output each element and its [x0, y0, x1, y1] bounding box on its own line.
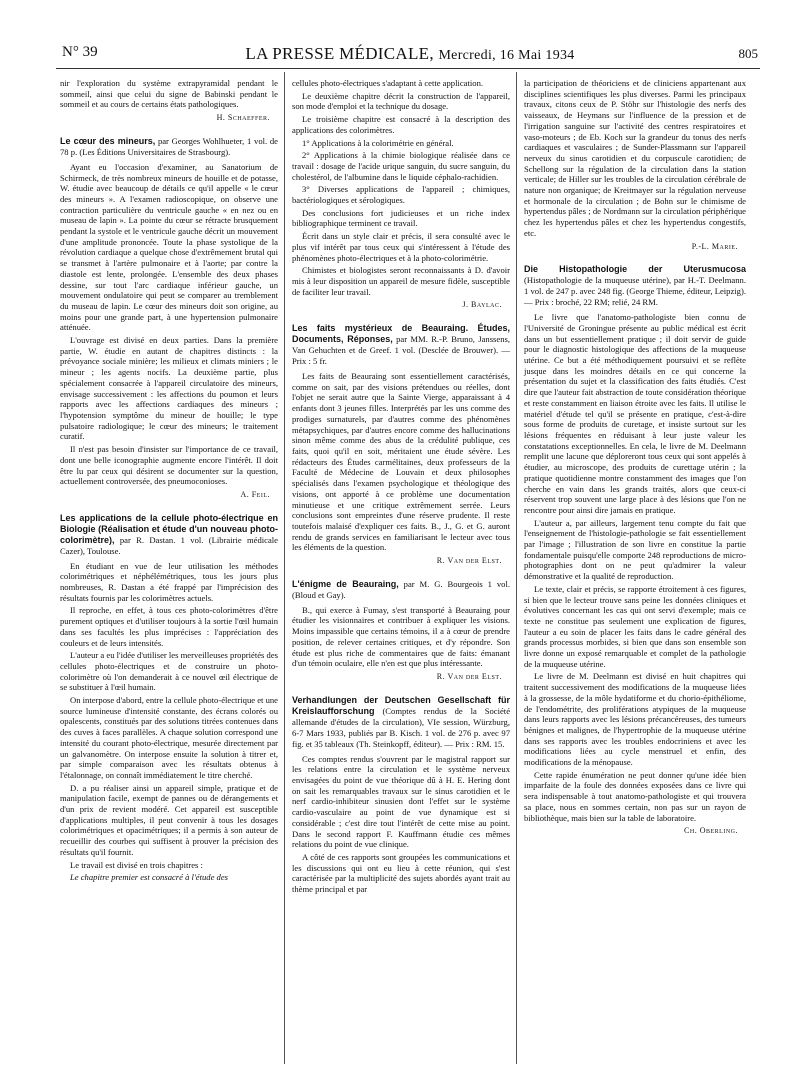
- page-header: [62, 44, 758, 70]
- review-verhandlungen: [292, 695, 510, 895]
- column-divider: [284, 72, 285, 1064]
- book-title: L'énigme de Beauraing,: [292, 578, 399, 589]
- review-paragraph: Ayant eu l'occasion d'examiner, au Sanatorium de Schirmeck, de très nombreux mineurs de houille et de potasse, W. étudie avec beaucoup de détails ce qu'il appelle « le cœur des mineurs ». A l'examen radioscopique, on observe une contraction particulière du ventricule gauche « en nez ou en museau de lapin ». La pointe du cœur se rétracte brusquement pendant la systole et le ventricule gauche décrit un mouvement d'une amplitude prononcée. Toute la phase systolique de la révolution cardiaque a quelque chose d'extrêmement brutal qui se transmet à l'artère pulmonaire et à l'aorte; par contre la diastole est lente, prolongée. L'ensemble des deux phases dessine, sur tout l'arc cardiaque inférieur gauche, un mouvement ondulatoire qui peut se comparer au tremblement du museau de lapin. Le cœur des mineurs doit son origine, au moins pour une grande part, à une hypertension pulmonaire atténuée.: [60, 161, 278, 333]
- review-signature: J. Baylac.: [462, 300, 502, 310]
- book-title: Le cœur des mineurs,: [60, 135, 156, 146]
- review-signature: R. Van der Elst.: [436, 671, 502, 681]
- review-histopathologie: [524, 264, 746, 837]
- book-meta: par Georges Wohlhueter, 1 vol. de 78 p. (Les Éditions Universitaires de Strasbourg).: [60, 135, 278, 157]
- review-enigme-beauraing: [292, 579, 510, 683]
- review-paragraph: Il reproche, en effet, à tous ces photo-colorimètres d'être purement optiques et d'utiliser toujours à la sortie l'œil humain dans ses facultés les plus imprécises : l'appréciation des couleurs et de leurs intensités.: [60, 605, 278, 648]
- review-heading: [524, 264, 746, 308]
- review-faits-beauraing: [292, 323, 510, 567]
- list-item: 2° Applications à la chimie biologique réalisée dans ce travail : dosage de l'acide urique sanguin, du sucre sanguin, du cholestérol, de l'albumine dans le liquide céphalo-rachidien.: [292, 150, 510, 182]
- column-left: [60, 78, 278, 891]
- review-paragraph: Des conclusions fort judicieuses et un riche index bibliographique terminent ce travail.: [292, 207, 510, 229]
- review-paragraph: Le texte, clair et précis, se rapporte étroitement à ces figures, si bien que le lecteur trouve sans peine les données cliniques et évolutives concernant les cas qui ont servi d'exemple; mais ce texte ne constitue pas seulement une explication de figures, l'auteur a eu soin de placer les faits dans le cadre général des grands processus morbides, si bien que dans son ensemble son livre donne un exposé remarquable et complet de la pathologie de la muqueuse utérine.: [524, 583, 746, 669]
- review-paragraph: On interpose d'abord, entre la cellule photo-électrique et une source lumineuse d'intensité constante, des écrans colorés ou opalescents, constitués par des solutions titrées contenues dans des cuves à faces parallèles. A chaque solution correspond une intensité du courant photo-électrique, mesurée directement par un galvanomètre. On interpose ensuite la solution à titrer et, par simple comparaison avec les résultats obtenus à l'étalonnage, on connaît immédiatement le titre cherché.: [60, 695, 278, 780]
- review-paragraph: Écrit dans un style clair et précis, il sera consulté avec le plus vif intérêt par tous ceux qui s'intéressent à l'étude des phénomènes photo-électriques et à la photo-colorimétrie.: [292, 231, 510, 263]
- review-paragraph: D. a pu réaliser ainsi un appareil simple, pratique et de manipulation facile, exempt de pannes ou de dérangements et d'un prix de revient modéré. Cet appareil est susceptible d'applications multiples, il peut convenir à tous les dosages colorimétriques et opacimétriques; il a permis à son auteur de recueillir des courbes qui suffisent à prouver la précision des résultats qu'il fournit.: [60, 782, 278, 857]
- book-meta: par MM. R.-P. Bruno, Janssens, Van Gehuchten et de Greef. 1 vol. (Desclée de Brouwer). — Prix : 5 fr.: [292, 334, 510, 367]
- continued-text: nir l'exploration du système extrapyramidal pendant le sommeil, ainsi que celui du signe de Babinski pendant le sommeil et au cours de certains états pathologiques.: [60, 78, 278, 110]
- review-signature: P.-L. Marie.: [691, 241, 738, 251]
- continued-text: la participation de théoriciens et de cliniciens appartenant aux disciplines scientifiques les plus diverses. Parmi les principaux travaux, citons ceux de P. Stöhr sur l'histologie des nerfs des vaisseaux, de Heymans sur l'influence de la pression et de l'irrigation sanguine sur l'activité des centres respiratoires et vaso-moteurs ; de Eb. Koch sur la grandeur du tonus des nerfs cardiaques et vasculaires ; de Sunder-Plassmann sur l'appareil nerveux du sinus carotidien et du corpuscule carotidien; de Schellong sur la régulation de la circulation dans la station verticale; de Hiller sur les troubles de la circulation cérébrale de nature non organique; de Kreitmayer sur la régulation nerveuse et hormonale de la circulation ; de Bohn sur le chimisme de hypertendus pâles ; de Nordmann sur la circulation périphérique chez les hypertendus pâles et chez les hypertendus congestifs, etc.: [524, 78, 746, 238]
- issue-number: N° 39: [62, 44, 98, 60]
- review-paragraph: Le livre de M. Deelmann est divisé en huit chapitres qui traitent successivement des modifications de la muqueuse liées à la grossesse, de la môle hydatiforme et du chorio-épithéliome, de l'endométrite, des proliférations atypiques de la muqueuse dans leurs rapports avec les lésions précancéreuses, des tumeurs bénignes et malignes, de l'hypertrophie de la muqueuse utérine dans ses rapports avec les troubles endocriniens et avec les modifications liées au cycle menstruel et enfin, des modifications de la ménopause.: [524, 671, 746, 768]
- review-heading: [292, 579, 510, 601]
- review-paragraph: Le travail est divisé en trois chapitres :: [70, 859, 203, 870]
- book-meta: (Histopathologie de la muqueuse utérine), par H.-T. Deelmann. 1 vol. de 247 p. avec 248 fig. (George Thieme, éditeur, Leipzig). — Prix : broché, 22 RM; relié, 24 RM.: [524, 275, 746, 308]
- review-heading: [60, 136, 278, 158]
- list-item: 1° Applications à la colorimétrie en général.: [302, 137, 454, 148]
- book-title: Les applications de la cellule photo-électrique en Biologie (Réalisation et étude d'un nouveau photo-colorimètre),: [60, 512, 278, 545]
- review-coeur-mineurs: [60, 136, 278, 501]
- review-paragraph: L'auteur a eu l'idée d'utiliser les merveilleuses propriétés des cellules photo-électriques et de construire un photo-colorimètre où l'on demanderait à ce nouvel œil électrique de se substituer à l'œil humain.: [60, 650, 278, 693]
- book-meta: (Comptes rendus de la Société allemande d'études de la circulation), VIe session, Würzburg, 6-7 Mars 1933, publiés par B. Kisch. 1 vol. de 276 p. avec 97 fig. et 35 tableaux (Th. Steinkopff, éditeur). — Prix : RM. 15.: [292, 705, 511, 749]
- journal-title-line: [62, 44, 758, 64]
- review-paragraph: A côté de ces rapports sont groupées les communications et les discussions qui ont eu lieu à cette réunion, qui s'est caractérisée par la multiplicité des sujets abordés ayant trait au thème principal et par: [292, 851, 510, 895]
- review-paragraph: Cette rapide énumération ne peut donner qu'une idée bien imparfaite de la foule des données exposées dans ce livre qui sera indispensable à tout anatomo-pathologiste et qui trouvera sa place, nous en sommes certain, non pas sur un rayon de bibliothèque, mais bien sur la table de laboratoire.: [524, 769, 746, 823]
- review-paragraph: En étudiant en vue de leur utilisation les méthodes colorimétriques et néphélémétriques, tous les jours plus nombreuses, R. Dastan a été frappé par l'imprécision des résultats fournis par les colorimètres actuels.: [60, 560, 278, 603]
- review-signature: A. Feil.: [240, 489, 270, 499]
- review-paragraph: Il n'est pas besoin d'insister sur l'importance de ce travail, dont une belle iconographie augmente encore l'intérêt. Il doit être lu par ceux qui désirent se documenter sur la question, actuellement controversée, des pneumoconioses.: [60, 444, 278, 487]
- review-paragraph: Le livre que l'anatomo-pathologiste bien connu de l'Université de Groningue présente au public médical est écrit dans un but essentiellement pratique ; il doit servir de guide pour le diagnostic histologique des affections de la muqueuse utérine. Ce but a été méthodiquement poursuivi et se reflète jusque dans les moindres détails en ce qui concerne la présentation du sujet et la classification des faits étudiés. C'est dire que l'auteur fait abstraction de toute considération théorique et reste constamment en liaison étroite avec les faits. Il utilise le matériel d'étude tel qu'il se présente en pratique, c'est-à-dire sous forme de produits de curetage, et insiste surtout sur les lésions fréquentes en réduisant à leur juste valeur les constatations exceptionnelles. En cela, le livre de M. Deelmann remplit une lacune que déploreront tous ceux qui sont appelés à étudier, au microscope, des produits de curettage utérin ; la pratique quotidienne montre constamment des images que l'on cherche en vain dans les grands traités, alors que ceux-ci réservent trop souvent une large place à des lésions que l'on ne rencontre pour ainsi dire jamais en pratique.: [524, 312, 746, 515]
- book-meta: par M. G. Bourgeois 1 vol. (Bloud et Gay).: [292, 578, 510, 600]
- book-meta: par R. Dastan. 1 vol. (Librairie médicale Cazer), Toulouse.: [60, 534, 278, 556]
- journal-title: LA PRESSE MÉDICALE,: [245, 44, 434, 63]
- review-paragraph: Ces comptes rendus s'ouvrent par le magistral rapport sur les relations entre la circulation et le système nerveux envisagées du point de vue théorique dû à H. E. Hering dont on sait les remarquables travaux sur le sinus carotidien et le nerf cardio-inhibiteur sinusien dont l'effet sur le système cardio-vasculaire au point de vue dynamique est si considérable ; c'est dire tout l'intérêt de cette mise au point. Dans le second rapport F. Kauffmann étudie ces mêmes relations du point de vue clinique.: [292, 753, 510, 850]
- review-paragraph: L'auteur a, par ailleurs, largement tenu compte du fait que l'enseignement de l'histologie-pathologie se fait essentiellement par l'image ; l'illustration de son livre en constitue la partie fondamentale puisqu'elle comporte 248 reproductions de micro-photographies dont on ne peut qu'admirer la valeur démonstrative et la qualité de reproduction.: [524, 517, 746, 582]
- book-title: Verhandlungen der Deutschen Gesellschaft für Kreislaufforschung: [292, 694, 510, 716]
- book-title: Les faits mystérieux de Beauraing. Études, Documents, Réponses,: [292, 323, 510, 345]
- review-paragraph: B., qui exerce à Fumay, s'est transporté à Beauraing pour étudier les visionnaires et contribuer à expliquer les visions. Moins impassible que certains témoins, il a à cœur de prendre position, de relever certaines critiques, et d'y répondre. Son étude est plus riche de commentaires que de faits: émanant d'un témoin oculaire, elle n'en est que plus intéressante.: [292, 604, 510, 669]
- list-item: 3° Diverses applications de l'appareil ; chimiques, bactériologiques et sérologiques.: [292, 184, 510, 206]
- review-signature: H. Schaeffer.: [216, 113, 270, 123]
- applications-list: [292, 138, 510, 206]
- issue-date: Mercredi, 16 Mai 1934: [438, 48, 575, 63]
- page-number: 805: [738, 46, 758, 61]
- header-rule: [56, 68, 760, 69]
- book-title: Die Histopathologie der Uterusmucosa: [524, 264, 746, 275]
- review-heading: [292, 695, 510, 750]
- review-heading: [292, 323, 510, 367]
- review-signature: R. Van der Elst.: [436, 556, 502, 566]
- review-heading: [60, 513, 278, 557]
- continued-text: cellules photo-électriques s'adaptant à cette application.: [292, 78, 484, 88]
- column-divider: [516, 72, 517, 1064]
- column-right: [524, 78, 746, 849]
- review-paragraph: Les faits de Beauraing sont essentiellement caractérisés, comme on sait, par des visions prétendues ou réelles, dont l'objet ne serait autre que la Sainte Vierge, apparaissant à 4 enfants dont 3 jeunes filles. Interprétés par les uns comme des prodiges surnaturels, par d'autres comme des phénomènes métapsychiques, par d'autres encore comme des hallucinations sinon même comme des abus de la crédulité publique, ces faits, quoi qu'il en soit, méritaient une étude sévère. Les rédacteurs des Études carmélitaines, deux professeurs de la Faculté de Médecine de Louvain et deux philosophes spécialisés dans l'examen psychologique et théologique des visions, ont apporté à ce problème une documentation minutieuse et une critique extrêmement serrée. Leurs conclusions sont empreintes d'une réserve prudente. Il reste toutefois malaisé d'expliquer ces faits. B., J., G. et G. auront rendu de grands services en familiarisant le lecteur avec tous les éléments de la question.: [292, 371, 510, 553]
- review-paragraph: L'ouvrage est divisé en deux parties. Dans la première partie, W. étudie en autant de chapitres distincts : la prévoyance sociale minière; les milieux et climats miniers ; le mineur ; les agents nocifs. La deuxième partie, plus spécialement consacrée à l'appareil circulatoire des mineurs, envisage successivement : les affections du poumon et leurs rapports avec les affections cardiaques des mineurs ; l'hypotension symptôme du mineur de houille; le type pulsatoire radiologique; le cœur des mineurs; le traitement curatif.: [60, 335, 278, 442]
- review-paragraph: Le troisième chapitre est consacré à la description des applications des colorimètres.: [292, 114, 510, 135]
- review-signature: Ch. Oberling.: [684, 826, 738, 836]
- review-paragraph: Chimistes et biologistes seront reconnaissants à D. d'avoir mis à leur disposition un appareil de mesure fidèle, susceptible de faciliter leur travail.: [292, 265, 510, 297]
- column-middle: [292, 78, 510, 903]
- review-paragraph: Le deuxième chapitre décrit la construction de l'appareil, son mode d'emploi et la technique du dosage.: [292, 90, 510, 112]
- review-paragraph: Le chapitre premier est consacré à l'étude des: [70, 872, 228, 883]
- review-cellule-photo-electrique: [60, 513, 278, 883]
